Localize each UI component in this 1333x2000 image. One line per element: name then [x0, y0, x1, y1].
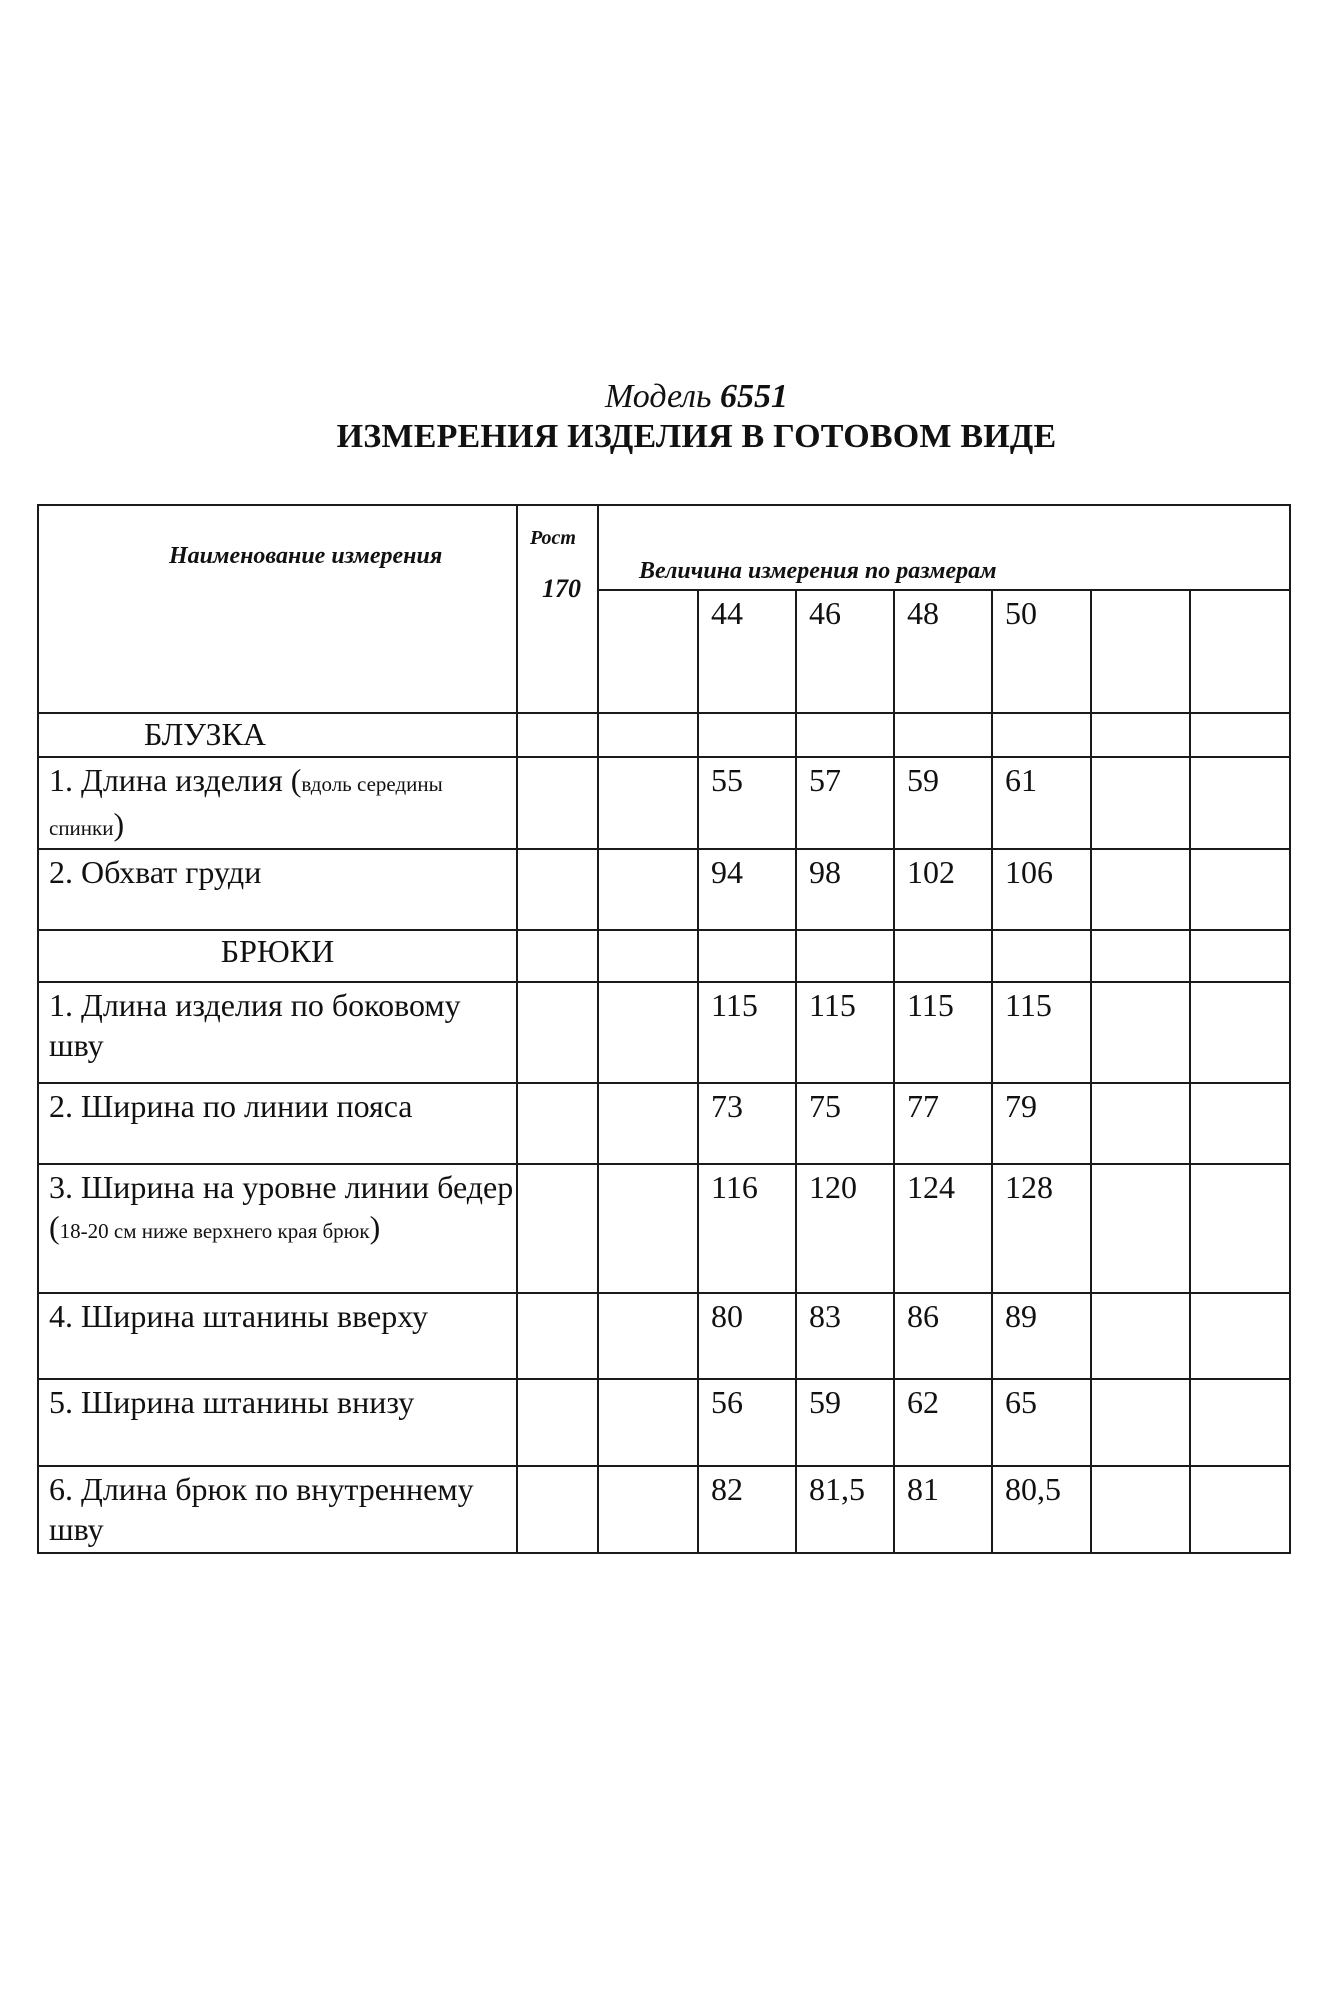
column-header-name: [38, 505, 517, 713]
value-cell: [1091, 849, 1190, 930]
size-header: 50: [992, 590, 1091, 713]
empty-cell: [698, 713, 796, 757]
empty-cell: [894, 713, 992, 757]
table-row: [38, 757, 1290, 849]
value-cell: 115: [894, 982, 992, 1083]
value-cell: [1091, 982, 1190, 1083]
value-cell: 81,5: [796, 1466, 894, 1553]
value-cell: 102: [894, 849, 992, 930]
measurements-table: [37, 504, 1291, 1554]
measurement-label: 1. Длина изделия (: [49, 762, 302, 798]
value-cell: 80,5: [992, 1466, 1091, 1553]
measurement-name: [38, 1379, 517, 1466]
column-header-name-text: Наименование измерения: [169, 543, 443, 569]
value-cell: [1190, 1293, 1290, 1379]
empty-cell: [598, 1466, 698, 1553]
value-cell: 116: [698, 1164, 796, 1293]
height-cell: [517, 982, 598, 1083]
header-row-top: [38, 505, 1290, 590]
empty-cell: [598, 1293, 698, 1379]
value-cell: [1091, 1083, 1190, 1164]
empty-cell: [894, 930, 992, 982]
measurement-label: 3. Ширина на уровне линии бедер (: [49, 1169, 514, 1245]
section-row: [38, 713, 1290, 757]
empty-cell: [598, 982, 698, 1083]
table-row: [38, 982, 1290, 1083]
measurement-name: [38, 1164, 517, 1293]
value-cell: 82: [698, 1466, 796, 1553]
height-cell: [517, 1466, 598, 1553]
height-cell: [517, 1083, 598, 1164]
empty-cell: [598, 713, 698, 757]
column-header-sizes: Величина измерения по размерам: [598, 505, 1290, 590]
value-cell: 106: [992, 849, 1091, 930]
value-cell: 94: [698, 849, 796, 930]
value-cell: 124: [894, 1164, 992, 1293]
value-cell: 128: [992, 1164, 1091, 1293]
table-row: [38, 849, 1290, 930]
height-cell: [517, 757, 598, 849]
empty-cell: [698, 930, 796, 982]
measurement-label: 5. Ширина штанины внизу: [49, 1384, 415, 1420]
height-cell: [517, 849, 598, 930]
height-cell: [517, 1164, 598, 1293]
table-row: [38, 1164, 1290, 1293]
empty-cell: [1190, 930, 1290, 982]
page-title: ИЗМЕРЕНИЯ ИЗДЕЛИЯ В ГОТОВОМ ВИДЕ: [336, 418, 1057, 455]
empty-cell: [598, 930, 698, 982]
value-cell: 59: [796, 1379, 894, 1466]
value-cell: [1091, 1293, 1190, 1379]
empty-cell: [598, 849, 698, 930]
value-cell: 80: [698, 1293, 796, 1379]
empty-cell: [598, 1164, 698, 1293]
measurement-label: 2. Ширина по линии пояса: [49, 1088, 413, 1124]
measurement-name: [38, 1293, 517, 1379]
empty-cell: [598, 1083, 698, 1164]
value-cell: [1091, 1379, 1190, 1466]
empty-cell: [992, 713, 1091, 757]
size-header: 44: [698, 590, 796, 713]
value-cell: 79: [992, 1083, 1091, 1164]
height-cell: [517, 1379, 598, 1466]
measurement-note: 18-20 см ниже верхнего края брюк: [59, 1219, 370, 1243]
value-cell: [1190, 757, 1290, 849]
value-cell: [1091, 757, 1190, 849]
empty-cell: [796, 930, 894, 982]
value-cell: 62: [894, 1379, 992, 1466]
empty-cell: [796, 713, 894, 757]
model-number: 6551: [720, 378, 789, 415]
column-header-height: [517, 505, 598, 713]
value-cell: [1190, 849, 1290, 930]
empty-cell: [517, 930, 598, 982]
empty-cell: [1190, 713, 1290, 757]
measurement-name: [38, 1083, 517, 1164]
section-title: БРЮКИ: [38, 930, 517, 982]
measurement-label: 4. Ширина штанины вверху: [49, 1298, 428, 1334]
height-value: 170: [542, 574, 581, 603]
value-cell: 73: [698, 1083, 796, 1164]
empty-cell: [517, 713, 598, 757]
value-cell: 81: [894, 1466, 992, 1553]
table-row: [38, 1466, 1290, 1553]
measurement-label: 6. Длина брюк по внутреннему шву: [49, 1471, 474, 1547]
value-cell: 61: [992, 757, 1091, 849]
value-cell: 98: [796, 849, 894, 930]
value-cell: [1190, 1466, 1290, 1553]
section-title: БЛУЗКА: [38, 713, 517, 757]
value-cell: [1190, 982, 1290, 1083]
value-cell: 56: [698, 1379, 796, 1466]
value-cell: 89: [992, 1293, 1091, 1379]
size-header: 46: [796, 590, 894, 713]
empty-cell: [598, 1379, 698, 1466]
value-cell: 86: [894, 1293, 992, 1379]
size-header: 48: [894, 590, 992, 713]
value-cell: [1190, 1083, 1290, 1164]
height-cell: [517, 1293, 598, 1379]
section-row: [38, 930, 1290, 982]
empty-cell: [598, 757, 698, 849]
value-cell: [1190, 1164, 1290, 1293]
measurement-name: [38, 849, 517, 930]
measurement-name: [38, 757, 517, 849]
value-cell: 120: [796, 1164, 894, 1293]
value-cell: [1091, 1164, 1190, 1293]
value-cell: 59: [894, 757, 992, 849]
measurement-label: 2. Обхват груди: [49, 854, 262, 890]
measurement-note-close: ): [369, 1209, 381, 1245]
value-cell: 83: [796, 1293, 894, 1379]
value-cell: 115: [992, 982, 1091, 1083]
measurement-label: 1. Длина изделия по боковому шву: [49, 987, 461, 1063]
height-label: Рост: [530, 527, 576, 549]
model-line: [0, 378, 1333, 416]
value-cell: 115: [796, 982, 894, 1083]
table-row: [38, 1083, 1290, 1164]
value-cell: 55: [698, 757, 796, 849]
table-row: [38, 1379, 1290, 1466]
measurement-note-close: ): [113, 806, 125, 842]
empty-cell: [1091, 930, 1190, 982]
measurement-name: [38, 982, 517, 1083]
measurement-name: [38, 1466, 517, 1553]
empty-cell: [1091, 713, 1190, 757]
size-header: [1190, 590, 1290, 713]
value-cell: 77: [894, 1083, 992, 1164]
table-row: [38, 1293, 1290, 1379]
value-cell: [1190, 1379, 1290, 1466]
value-cell: 115: [698, 982, 796, 1083]
empty-cell: [992, 930, 1091, 982]
value-cell: [1091, 1466, 1190, 1553]
value-cell: 65: [992, 1379, 1091, 1466]
size-header: [1091, 590, 1190, 713]
measurement-note: вдоль середины спинки: [49, 772, 443, 840]
model-label: Модель: [604, 378, 712, 415]
value-cell: 75: [796, 1083, 894, 1164]
size-cell-blank: [598, 590, 698, 713]
value-cell: 57: [796, 757, 894, 849]
